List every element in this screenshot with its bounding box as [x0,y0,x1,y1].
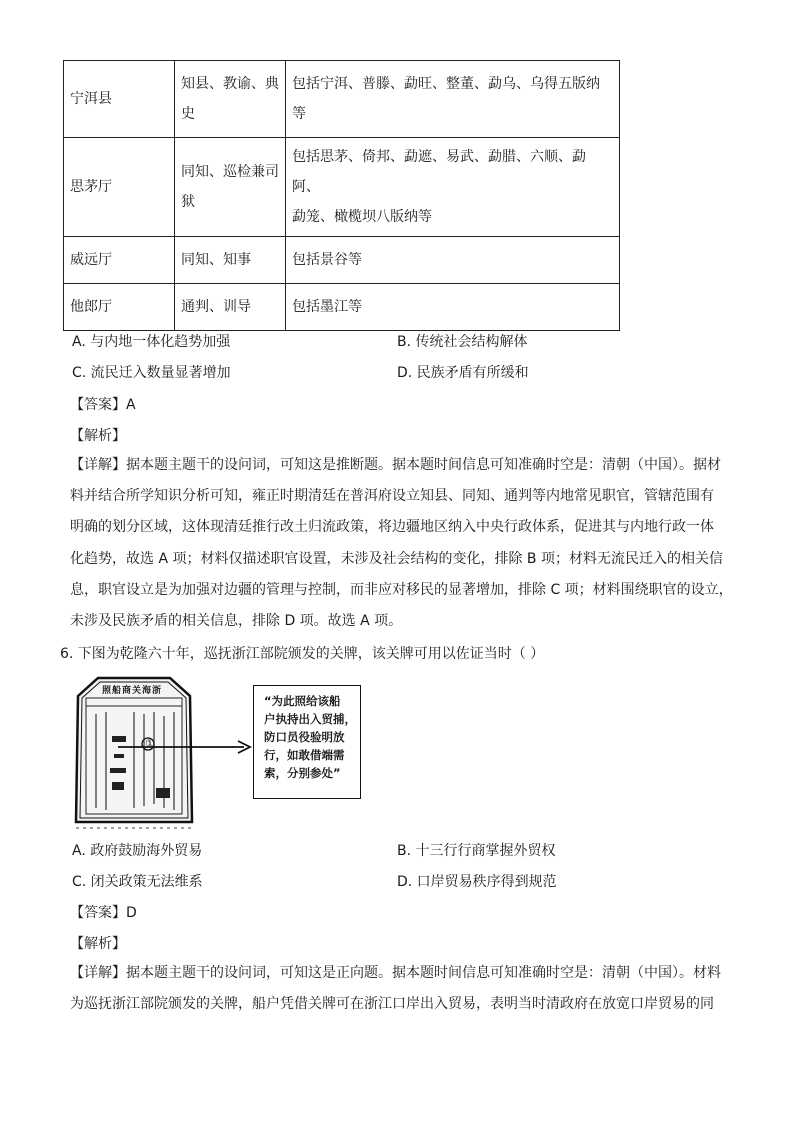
county-name: 思茅厅 [64,138,175,237]
callout-number: ① [145,737,155,750]
county-name: 宁洱县 [64,61,175,138]
scope-cell: 包括宁洱、普滕、勐旺、整董、勐乌、乌得五版纳等 [286,61,620,138]
answer-label: 【答案】A [70,397,136,413]
county-name: 威远厅 [64,237,175,284]
scope-cell: 包括景谷等 [286,237,620,284]
option-c: C. 流民迁入数量显著增加 [72,365,231,381]
detail-line: 料并结合所学知识分析可知，雍正时期清廷在普洱府设立知县、同知、通判等内地常见职官，管辖范围有 [70,488,714,505]
analysis-label: 【解析】 [70,428,126,444]
officials-cell [175,138,286,237]
officials-line: 狱 [181,194,195,210]
option-d: D. 民族矛盾有所缓和 [397,365,529,381]
officials-table [63,60,620,331]
table-row [64,138,620,237]
detail-line: 息，职官设立是为加强对边疆的管理与控制，而非应对移民的显著增加，排除 C 项；材料围绕职官的设立， [70,581,733,598]
officials-line: 史 [181,106,195,122]
quote-box [253,685,361,799]
option-d: D. 口岸贸易秩序得到规范 [397,874,557,890]
officials-cell [175,61,286,138]
detail-line: 为巡抚浙江部院颁发的关牌，船户凭借关牌可在浙江口岸出入贸易，表明当时清政府在放宽口岸贸易的同 [70,996,714,1013]
table-row [64,237,620,284]
scope-cell: 包括墨江等 [286,284,620,331]
detail-line: 【详解】据本题主题干的设问词，可知这是推断题。据本题时间信息可知准确时空是：清朝（中国）。据材 [70,457,721,473]
officials-line: 知县、教谕、典 [181,76,279,92]
detail-line: 【详解】据本题主题干的设问词，可知这是正向题。据本题时间信息可知准确时空是：清朝（中国）。材料 [70,965,721,981]
quote-line: 行，如敢借端需 [264,748,345,762]
table-row [64,284,620,331]
customs-plaque-image [72,676,196,834]
quote-line: “为此照给该船 [264,694,341,708]
detail-paragraph [70,958,732,1020]
table-row [64,61,620,138]
plaque-header: 照船商关海浙 [102,686,163,696]
arrow-icon [118,737,254,754]
answer-label: 【答案】D [70,905,137,921]
option-b: B. 十三行行商掌握外贸权 [397,843,556,859]
scope-cell [286,138,620,237]
officials-cell: 同知、知事 [175,237,286,284]
detail-line: 化趋势，故选 A 项；材料仅描述职官设置，未涉及社会结构的变化，排除 B 项；材料无流民迁入的相关信 [70,550,723,567]
quote-line: 索，分别参处” [264,766,341,780]
option-a: A. 政府鼓励海外贸易 [72,843,203,859]
detail-paragraph [70,450,732,637]
option-b: B. 传统社会结构解体 [397,334,528,350]
option-c: C. 闭关政策无法维系 [72,874,203,890]
analysis-label: 【解析】 [70,936,126,952]
option-a: A. 与内地一体化趋势加强 [72,334,231,350]
detail-line: 明确的划分区域，这体现清廷推行改土归流政策，将边疆地区纳入中央行政体系，促进其与内地行政一体 [70,519,714,536]
county-name: 他郎厅 [64,284,175,331]
quote-line: 防口员役验明放 [264,730,345,744]
scope-line: 勐笼、橄榄坝八版纳等 [292,209,432,225]
question-stem: 6. 下图为乾隆六十年，巡抚浙江部院颁发的关牌，该关牌可用以佐证当时（ ） [60,646,545,662]
detail-line: 未涉及民族矛盾的相关信息，排除 D 项。故选 A 项。 [70,613,403,630]
officials-line: 同知、巡检兼司 [181,164,279,180]
officials-cell: 通判、训导 [175,284,286,331]
quote-line: 户执持出入贸捕， [264,712,356,726]
scope-line: 包括思茅、倚邦、勐遮、易武、勐腊、六顺、勐阿、 [292,149,586,195]
